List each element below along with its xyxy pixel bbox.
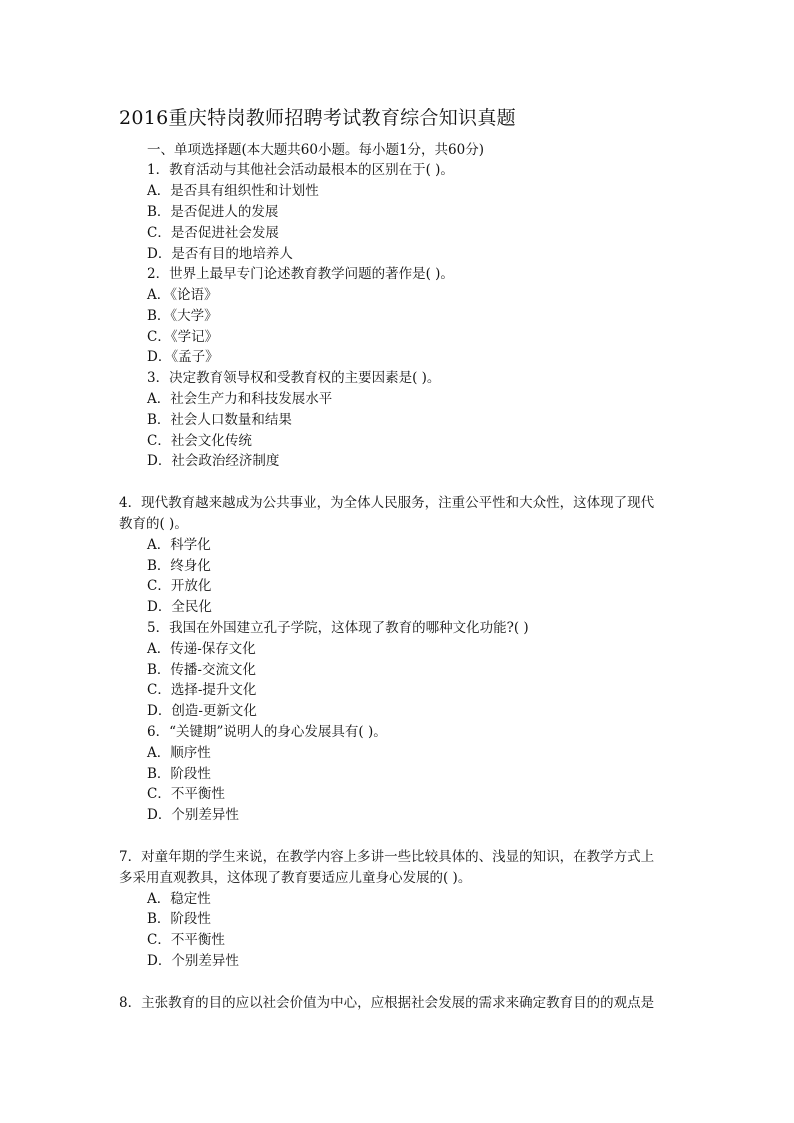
section-heading: 一、单项选择题(本大题共60小题。每小题1分，共60分)	[147, 142, 484, 158]
question-stem: 8．主张教育的目的应以社会价值为中心，应根据社会发展的需求来确定教育目的的观点是	[119, 995, 655, 1011]
answer-option: D．是否有目的地培养人	[147, 246, 293, 262]
answer-option: B．阶段性	[147, 766, 211, 782]
document-title: 2016重庆特岗教师招聘考试教育综合知识真题	[119, 107, 516, 129]
answer-option: D．《孟子》	[147, 349, 219, 365]
answer-option: B．是否促进人的发展	[147, 204, 279, 220]
question-stem-continued: 多采用直观教具，这体现了教育要适应儿童身心发展的( )。	[119, 870, 472, 886]
answer-option: A．是否具有组织性和计划性	[147, 183, 319, 199]
question-stem: 1．教育活动与其他社会活动最根本的区别在于( )。	[147, 162, 454, 178]
question-stem: 2．世界上最早专门论述教育教学问题的著作是( )。	[147, 266, 454, 282]
question-stem: 5．我国在外国建立孔子学院，这体现了教育的哪种文化功能?( )	[147, 620, 529, 636]
answer-option: C．《学记》	[147, 329, 219, 345]
answer-option: D．个别差异性	[147, 807, 239, 823]
answer-option: B．《大学》	[147, 308, 218, 324]
answer-option: D．创造-更新文化	[147, 703, 257, 719]
answer-option: A．《论语》	[147, 287, 218, 303]
answer-option: D．全民化	[147, 599, 212, 615]
question-stem: 4．现代教育越来越成为公共事业，为全体人民服务，注重公平性和大众性，这体现了现代	[119, 495, 655, 511]
answer-option: C．是否促进社会发展	[147, 225, 279, 241]
answer-option: B．阶段性	[147, 911, 211, 927]
answer-option: A．科学化	[147, 537, 211, 553]
answer-option: A．顺序性	[147, 745, 211, 761]
answer-option: D．个别差异性	[147, 953, 239, 969]
question-stem: 6．“关键期”说明人的身心发展具有( )。	[147, 724, 387, 740]
answer-option: C．不平衡性	[147, 932, 225, 948]
answer-option: C．社会文化传统	[147, 433, 252, 449]
answer-option: B．终身化	[147, 558, 211, 574]
answer-option: C．选择-提升文化	[147, 682, 257, 698]
answer-option: C．开放化	[147, 578, 212, 594]
question-stem-continued: 教育的( )。	[119, 516, 188, 532]
answer-option: A．社会生产力和科技发展水平	[147, 391, 333, 407]
answer-option: D．社会政治经济制度	[147, 453, 280, 469]
answer-option: A．传递-保存文化	[147, 641, 256, 657]
answer-option: A．稳定性	[147, 891, 211, 907]
question-stem: 3．决定教育领导权和受教育权的主要因素是( )。	[147, 370, 441, 386]
answer-option: B．传播-交流文化	[147, 662, 256, 678]
question-stem: 7．对童年期的学生来说，在教学内容上多讲一些比较具体的、浅显的知识，在教学方式上	[119, 849, 655, 865]
answer-option: B．社会人口数量和结果	[147, 412, 292, 428]
answer-option: C．不平衡性	[147, 786, 225, 802]
